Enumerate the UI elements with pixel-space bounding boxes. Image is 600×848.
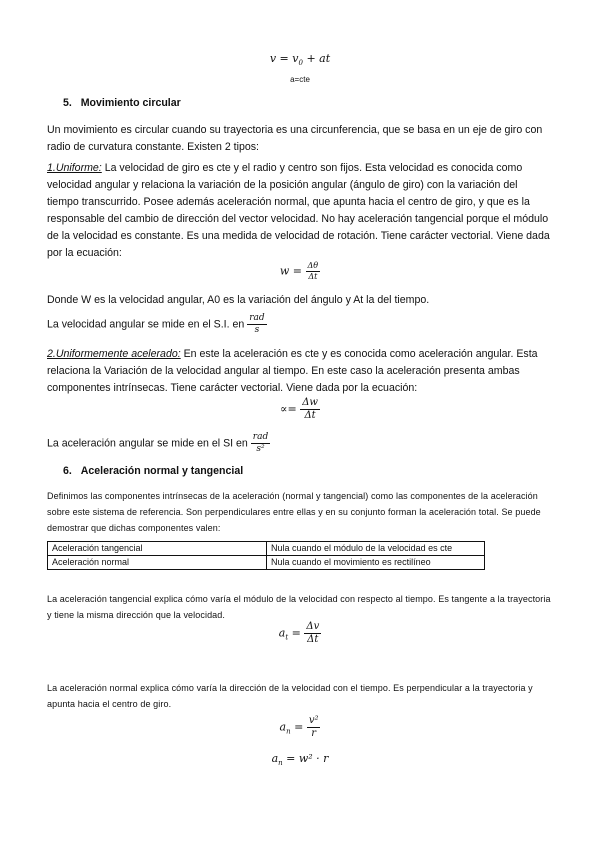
table-cell: Aceleración normal <box>48 556 267 570</box>
angular-acceleration-equation: ∝= $\frac{\Delta w}{\Delta t}$ <box>280 397 318 421</box>
tangential-acceleration-equation: $a_t$ = $\frac{\Delta v}{\Delta t}$ <box>278 621 320 645</box>
table-row <box>48 542 485 556</box>
table-cell: Aceleración tangencial <box>48 542 267 556</box>
normal-acceleration-angular-equation: $a_n = w^2 \cdot r$ <box>271 752 329 768</box>
section-6-heading: 6. Aceleración normal y tangencial <box>63 465 244 477</box>
section-5-heading: 5. Movimiento circular <box>63 97 181 109</box>
uniform-paragraph: 1.Uniforme: La velocidad de giro es cte y el radio y centro son fijos. Esta velocidad es conocida como velocidad angular y relaciona la variación de la posición angular (ángulo de giro) con la variación del tiempo transcurrido. Posee además aceleración normal, que apunta hacia el centro de giro, y que es la responsable del cambio de dirección del vector velocidad. No hay aceleración tangencial porque el módulo de la velocidad es constante. Es una medida de velocidad de rotación. Tiene carácter vectorial. Viene dada por la ecuación: <box>47 162 550 259</box>
velocity-equation: $v = v_0$ + at <box>269 52 331 68</box>
section-5-intro: Un movimiento es circular cuando su trayectoria es una circunferencia, que se basa en un eje de giro con radio de curvatura constante. Existen 2 tipos: <box>47 124 543 153</box>
constant-acceleration-note: a=cte <box>290 75 310 84</box>
tangential-acceleration-text: La aceleración tangencial explica cómo varía el módulo de la velocidad con respecto al tiempo. Es tangente a la trayectoria y tiene la misma dirección que la velocidad. <box>47 594 551 620</box>
table-row <box>48 556 485 570</box>
normal-acceleration-equation: $a_n$ = $\frac{\text{v²}}{r}$ <box>279 715 319 739</box>
table-cell: Nula cuando el módulo de la velocidad es cte <box>267 542 485 556</box>
section-6-intro: Definimos las componentes intrínsecas de la aceleración (normal y tangencial) como las componentes de la aceleración sobre este sistema de referencia. Son perpendiculares entre ellas y en su conjunto forman la aceleración total. Se puede demostrar que dichas componentes valen: <box>47 491 541 533</box>
angular-acceleration-unit: La aceleración angular se mide en el SI en $\frac{\text{rad}}{\text{s²}}$ <box>47 432 269 454</box>
angular-velocity-definition: Donde W es la velocidad angular, A0 es la variación del ángulo y At la del tiempo. <box>47 294 430 306</box>
accelerated-label: 2.Uniformemente acelerado: <box>47 348 181 360</box>
accelerated-paragraph: 2.Uniformemente acelerado: En este la aceleración es cte y es conocida como aceleración angular. Esta relaciona la Variación de la velocidad angular al tiempo. En este caso la aceleración presenta ambas componentes intrínsecas. Tiene carácter vectorial. Viene dada por la ecuación: <box>47 348 538 394</box>
uniform-label: 1.Uniforme: <box>47 162 102 174</box>
angular-velocity-equation: w = $\frac{\Delta\theta}{\Delta t}$ <box>279 261 319 281</box>
table-cell: Nula cuando el movimiento es rectilíneo <box>267 556 485 570</box>
angular-velocity-unit: La velocidad angular se mide en el S.I. en $\frac{\text{rad}}{s}$ <box>47 313 265 335</box>
components-table <box>47 541 485 570</box>
normal-acceleration-text: La aceleración normal explica cómo varía la dirección de la velocidad con el tiempo. Es perpendicular a la trayectoria y apunta hacia el centro de giro. <box>47 683 533 709</box>
